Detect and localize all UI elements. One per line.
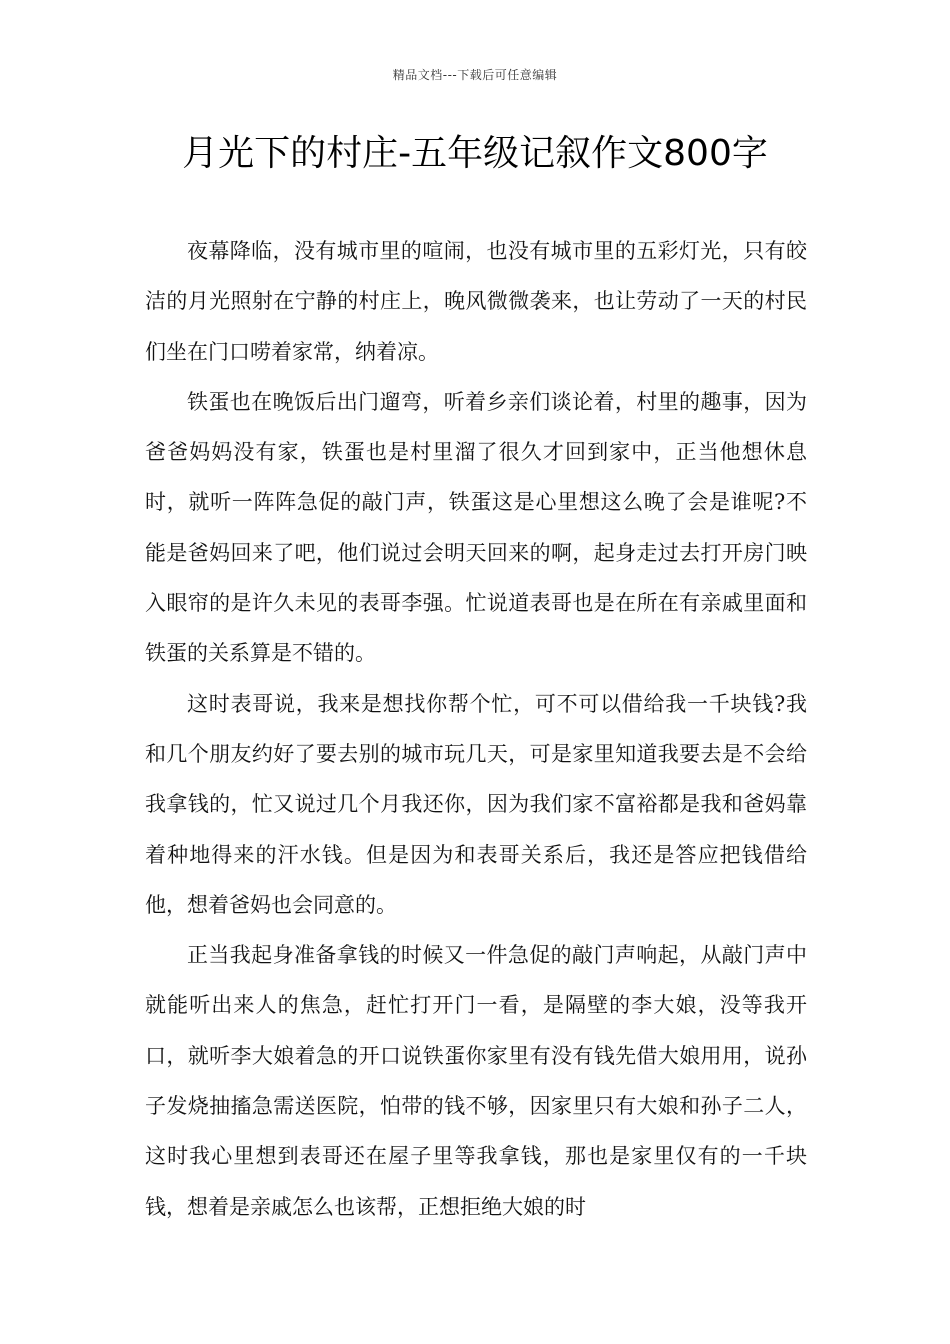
paragraph: 正当我起身准备拿钱的时候又一件急促的敲门声响起，从敲门声中就能听出来人的焦急，赶忙打开门一看，是隔壁的李大娘，没等我开口，就听李大娘着急的开口说铁蛋你家里有没有钱先借大娘用用，说孙子发烧抽搐急需送医院，怕带的钱不够，因家里只有大娘和孙子二人，这时我心里想到表哥还在屋子里等我拿钱，那也是家里仅有的一千块钱，想着是亲戚怎么也该帮，正想拒绝大娘的时 — [145, 943, 807, 1219]
paragraph: 这时表哥说，我来是想找你帮个忙，可不可以借给我一千块钱?我和几个朋友约好了要去别的城市玩几天，可是家里知道我要去是不会给我拿钱的，忙又说过几个月我还你，因为我们家不富裕都是我和爸妈靠着种地得来的汗水钱。但是因为和表哥关系后，我还是答应把钱借给他，想着爸妈也会同意的。 — [145, 691, 807, 917]
header-note: 精品文档---下载后可任意编辑 — [392, 68, 558, 82]
document-body — [145, 226, 807, 1232]
paragraph: 铁蛋也在晚饭后出门遛弯，听着乡亲们谈论着，村里的趣事，因为爸爸妈妈没有家，铁蛋也是村里溜了很久才回到家中，正当他想休息时，就听一阵阵急促的敲门声，铁蛋这是心里想这么晚了会是谁呢?不能是爸妈回来了吧，他们说过会明天回来的啊，起身走过去打开房门映入眼帘的是许久未见的表哥李强。忙说道表哥也是在所在有亲戚里面和铁蛋的关系算是不错的。 — [145, 389, 807, 666]
paragraph: 夜幕降临，没有城市里的喧闹，也没有城市里的五彩灯光，只有皎洁的月光照射在宁静的村庄上，晚风微微袭来，也让劳动了一天的村民们坐在门口唠着家常，纳着凉。 — [145, 239, 807, 364]
document-title: 月光下的村庄-五年级记叙作文800字 — [182, 133, 768, 174]
